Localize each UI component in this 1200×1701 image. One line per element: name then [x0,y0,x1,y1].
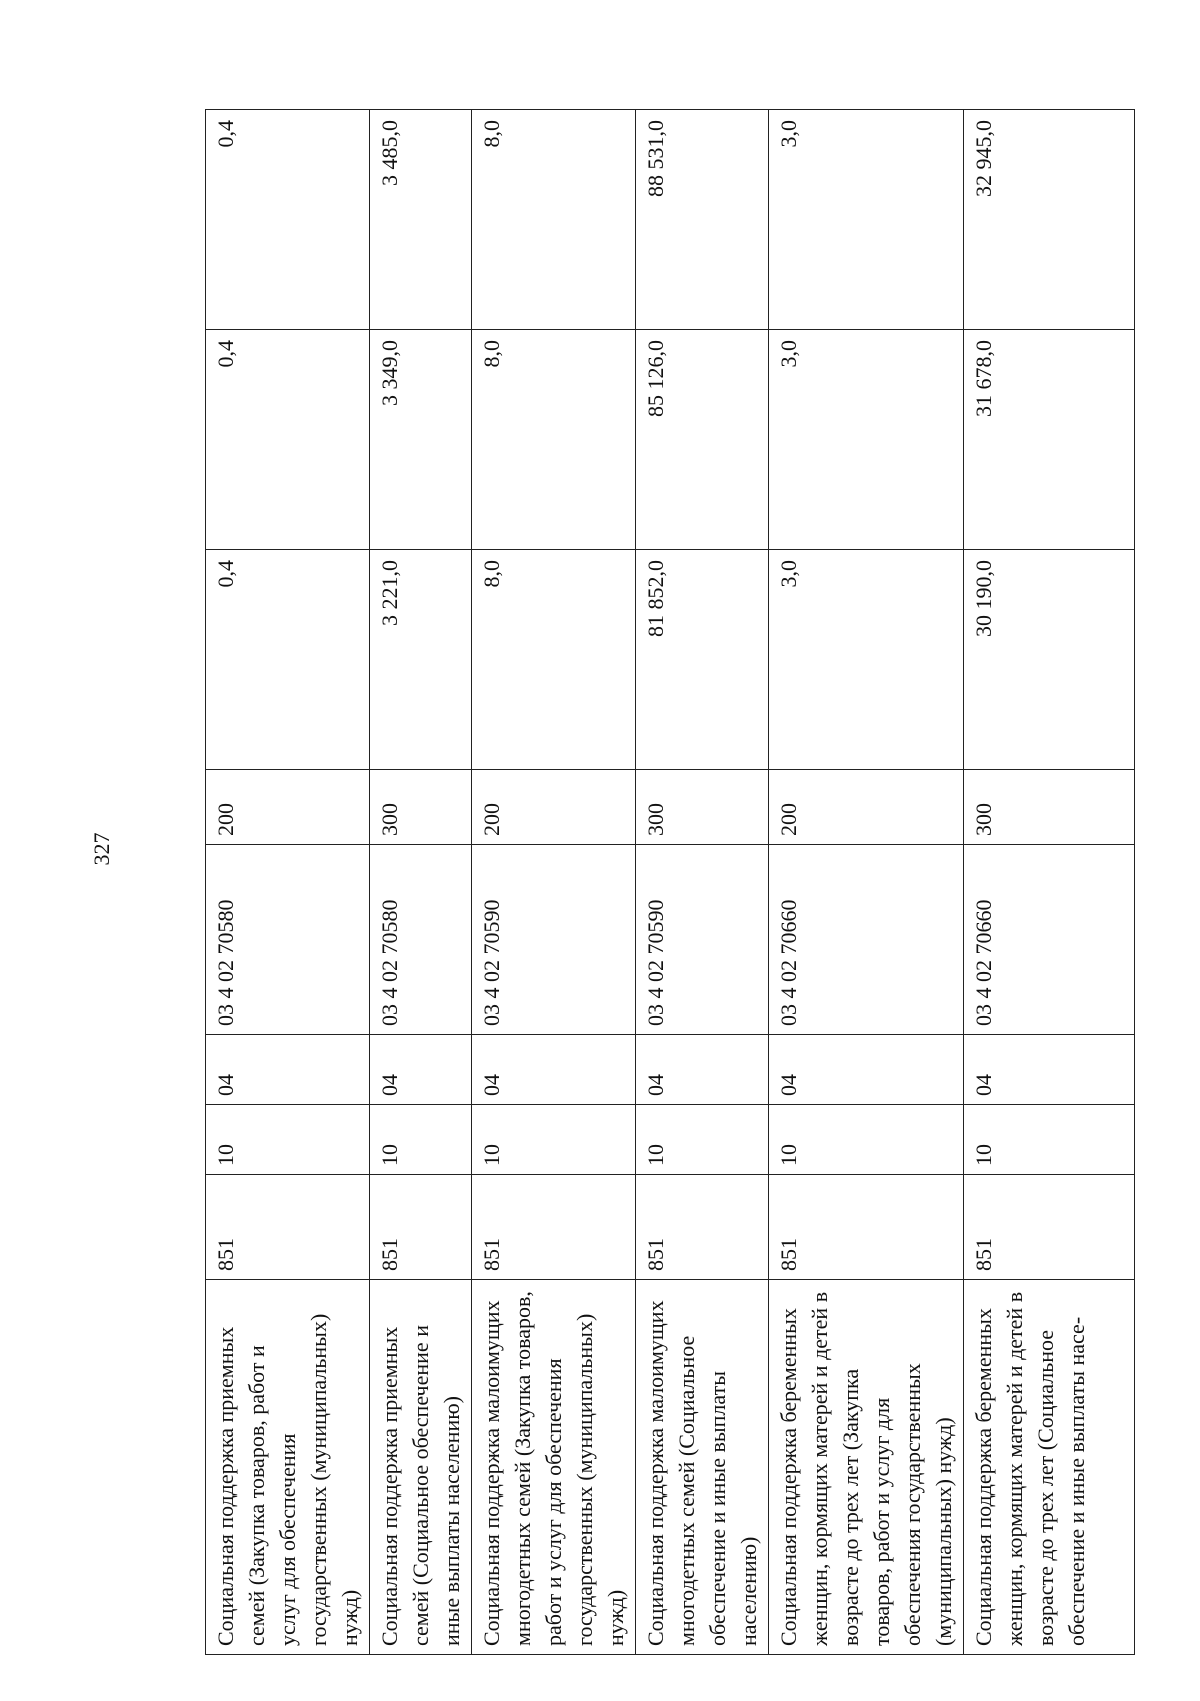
table-row [370,110,472,1655]
row-section-cell: 10 [206,1105,370,1175]
row-section-cell: 10 [370,1105,472,1175]
row-year2-amount-cell: 0,4 [206,330,370,550]
row-name-cell: Социальная поддержка беременных женщин, кормящих матерей и детей в возрасте до трех лет (Социальное обеспечение и иные выплаты насе- [964,1280,1135,1655]
row-subsection-cell: 04 [964,1035,1135,1105]
row-year3-amount-cell: 0,4 [206,110,370,330]
row-code-cell: 851 [370,1175,472,1280]
row-target-article-cell: 03 4 02 70660 [964,845,1135,1035]
row-year3-amount-cell: 3,0 [769,110,964,330]
row-year3-amount-cell: 3 485,0 [370,110,472,330]
row-subsection-cell: 04 [206,1035,370,1105]
row-name-cell: Социальная поддержка беременных женщин, кормящих матерей и детей в возрасте до трех лет (Закупка товаров, работ и услуг для обеспечения государственных (муниципальных) нужд) [769,1280,964,1655]
row-expense-type-cell: 200 [206,770,370,845]
row-year1-amount-cell: 8,0 [472,550,636,770]
row-name-cell: Социальная поддержка малоимущих многодетных семей (Социальное обеспечение и иные выплаты населению) [636,1280,769,1655]
row-year2-amount-cell: 85 126,0 [636,330,769,550]
row-name-cell: Социальная поддержка приемных семей (Социальное обеспечение и иные выплаты населению) [370,1280,472,1655]
row-code-cell: 851 [472,1175,636,1280]
row-subsection-cell: 04 [472,1035,636,1105]
row-year2-amount-cell: 31 678,0 [964,330,1135,550]
row-section-cell: 10 [964,1105,1135,1175]
row-expense-type-cell: 300 [636,770,769,845]
row-name-cell: Социальная поддержка малоимущих многодетных семей (Закупка товаров, работ и услуг для обеспечения государственных (муниципальных) нужд) [472,1280,636,1655]
page-number: 327 [89,832,114,866]
row-year2-amount-cell: 3 349,0 [370,330,472,550]
row-name-cell: Социальная поддержка приемных семей (Закупка товаров, работ и услуг для обеспечения государственных (муниципальных) нужд) [206,1280,370,1655]
row-year1-amount-cell: 0,4 [206,550,370,770]
row-year3-amount-cell: 8,0 [472,110,636,330]
row-expense-type-cell: 200 [472,770,636,845]
row-subsection-cell: 04 [636,1035,769,1105]
table-row [769,110,964,1655]
row-expense-type-cell: 200 [769,770,964,845]
budget-table [205,109,1135,1655]
row-code-cell: 851 [206,1175,370,1280]
row-year1-amount-cell: 3 221,0 [370,550,472,770]
row-expense-type-cell: 300 [964,770,1135,845]
table-row [636,110,769,1655]
row-year1-amount-cell: 81 852,0 [636,550,769,770]
row-subsection-cell: 04 [370,1035,472,1105]
table-row [206,110,370,1655]
row-section-cell: 10 [769,1105,964,1175]
row-target-article-cell: 03 4 02 70580 [370,845,472,1035]
row-code-cell: 851 [769,1175,964,1280]
row-year2-amount-cell: 3,0 [769,330,964,550]
table-row [472,110,636,1655]
row-target-article-cell: 03 4 02 70590 [636,845,769,1035]
row-year2-amount-cell: 8,0 [472,330,636,550]
row-code-cell: 851 [964,1175,1135,1280]
row-year1-amount-cell: 30 190,0 [964,550,1135,770]
row-code-cell: 851 [636,1175,769,1280]
row-section-cell: 10 [636,1105,769,1175]
row-target-article-cell: 03 4 02 70590 [472,845,636,1035]
row-target-article-cell: 03 4 02 70580 [206,845,370,1035]
budget-table-rotated [205,110,1090,1655]
row-year3-amount-cell: 88 531,0 [636,110,769,330]
row-year1-amount-cell: 3,0 [769,550,964,770]
row-section-cell: 10 [472,1105,636,1175]
table-row [964,110,1135,1655]
row-subsection-cell: 04 [769,1035,964,1105]
row-year3-amount-cell: 32 945,0 [964,110,1135,330]
row-expense-type-cell: 300 [370,770,472,845]
row-target-article-cell: 03 4 02 70660 [769,845,964,1035]
